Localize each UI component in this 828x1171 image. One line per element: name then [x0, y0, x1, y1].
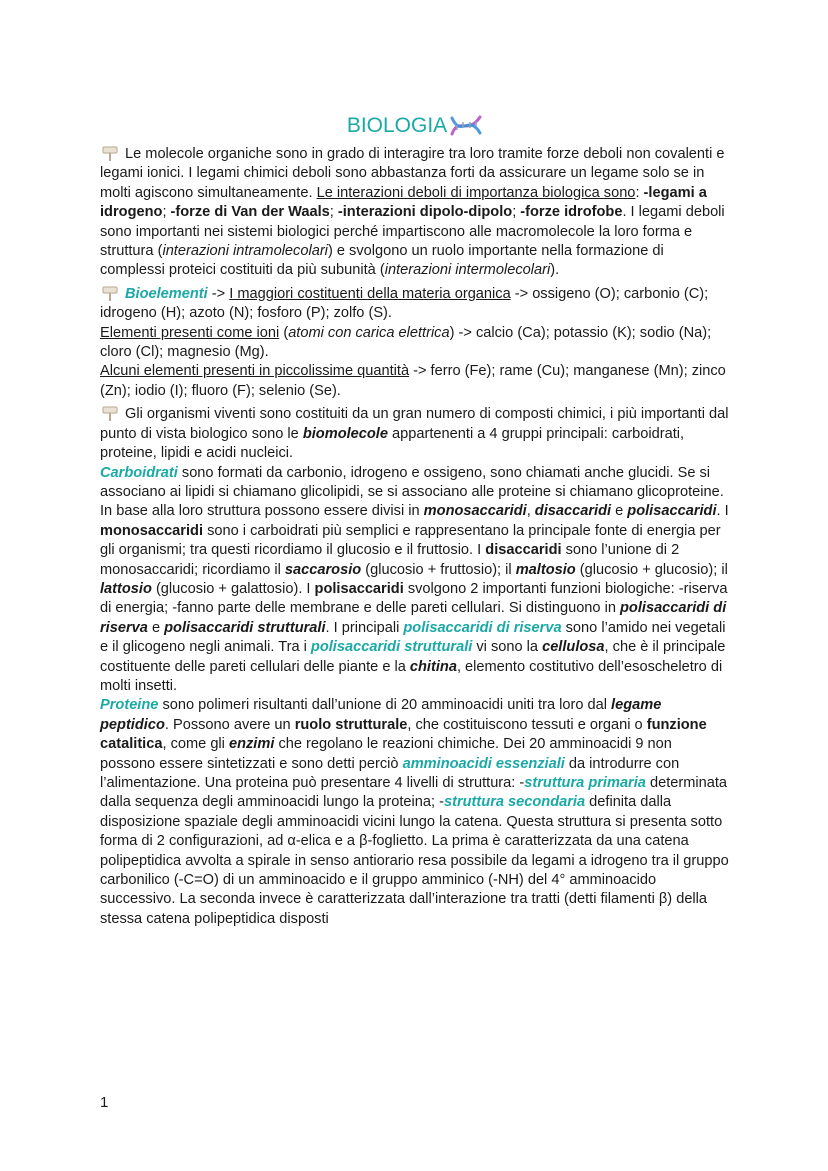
paragraph-weak-interactions: Le molecole organiche sono in grado di interagire tra loro tramite forze deboli non covalenti e legami ionici. I legami chimici deboli sono abbastanza forti da assicurare un legame solo se in molti agiscono simultaneamente. Le interazioni deboli di importanza biologica sono: -legami a idrogeno; -forze di Van der Waals; -interazioni dipolo-dipolo; -forze idrofobe. I legami deboli sono importanti nei sistemi biologici perché impartiscono alle macromolecole la loro forma e struttura (interazioni intramolecolari) e svolgono un ruolo importante nella formazione di complessi proteici costituiti da più subunità (interazioni intermolecolari).	[100, 146, 725, 279]
pushpin-icon	[100, 145, 120, 161]
paragraph-bioelementi: Bioelementi -> I maggiori costituenti della materia organica -> ossigeno (O); carbonio (C); idrogeno (H); azoto (N); fosforo (P); zolfo (S). Elementi presenti come ioni (atomi con carica elettrica) -> calcio (Ca); potassio (K); sodio (Na); cloro (Cl); magnesio (Mg). Alcuni elementi presenti in piccolissime quantità -> ferro (Fe); rame (Cu); manganese (Mn); zinco (Zn); iodio (I); fluoro (F); selenio (Se).	[100, 285, 726, 399]
title-text: BIOLOGIA	[346, 114, 448, 137]
page-number: 1	[100, 1094, 109, 1111]
paragraph-biomolecole: Gli organismi viventi sono costituiti da un gran numero di composti chimici, i più importanti dal punto di vista biologico sono le biomolecole appartenenti a 4 gruppi principali: carboidrati, proteine, lipidi e acidi nucleici.	[100, 406, 729, 462]
paragraph-proteine: Proteine sono polimeri risultanti dall’unione di 20 amminoacidi uniti tra loro dal legame peptidico. Possono avere un ruolo strutturale, che costituiscono tessuti e organi o funzione catalitica, come gli enzimi che regolano le reazioni chimiche. Dei 20 amminoacidi 9 non possono essere sintetizzati e sono detti perciò amminoacidi essenziali da introdurre con l’alimentazione. Una proteina può presentare 4 livelli di struttura: -struttura primaria determinata dalla sequenza degli amminoacidi lungo la proteina; -struttura secondaria definita dalla disposizione spaziale degli amminoacidi vicini lungo la catena. Questa struttura si presenta sotto forma di 2 configurazioni, ad α-elica e a β-foglietto. La prima è caratterizzata da una catena polipeptidica avvolta a spirale in senso antiorario resa possibile da legami a idrogeno tra il gruppo carbonilico (-C=O) di un amminoacido e il gruppo amminico (-NH) del 4° amminoacido successivo. La seconda invece è caratterizzata dall’interazione tra tratti (detti filamenti β) della stessa catena polipeptidica disposti	[100, 697, 729, 927]
pushpin-icon	[100, 285, 120, 301]
document-page	[100, 112, 730, 929]
dna-icon	[449, 112, 483, 138]
page-title	[100, 112, 730, 139]
paragraph-carboidrati: Carboidrati sono formati da carbonio, idrogeno e ossigeno, sono chiamati anche glucidi. Se si associano ai lipidi si chiamano glicolipidi, se si associano alle proteine si chiamano glicoproteine. In base alla loro struttura possono essere divisi in monosaccaridi, disaccaridi e polisaccaridi. I monosaccaridi sono i carboidrati più semplici e rappresentano la principale fonte di energia per gli organismi; tra questi ricordiamo il glucosio e il fruttosio. I disaccaridi sono l’unione di 2 monosaccaridi; ricordiamo il saccarosio (glucosio + fruttosio); il maltosio (glucosio + glucosio); il lattosio (glucosio + galattosio). I polisaccaridi svolgono 2 importanti funzioni biologiche: -riserva di energia; -fanno parte delle membrane e delle pareti cellulari. Si distinguono in polisaccaridi di riserva e polisaccaridi strutturali. I principali polisaccaridi di riserva sono l’amido nei vegetali e il glicogeno negli animali. Tra i polisaccaridi strutturali vi sono la cellulosa, che è il principale costituente delle pareti cellulari delle piante e la chitina, elemento costitutivo dell’esoscheletro di molti insetti.	[100, 464, 729, 694]
pushpin-icon	[100, 405, 120, 421]
